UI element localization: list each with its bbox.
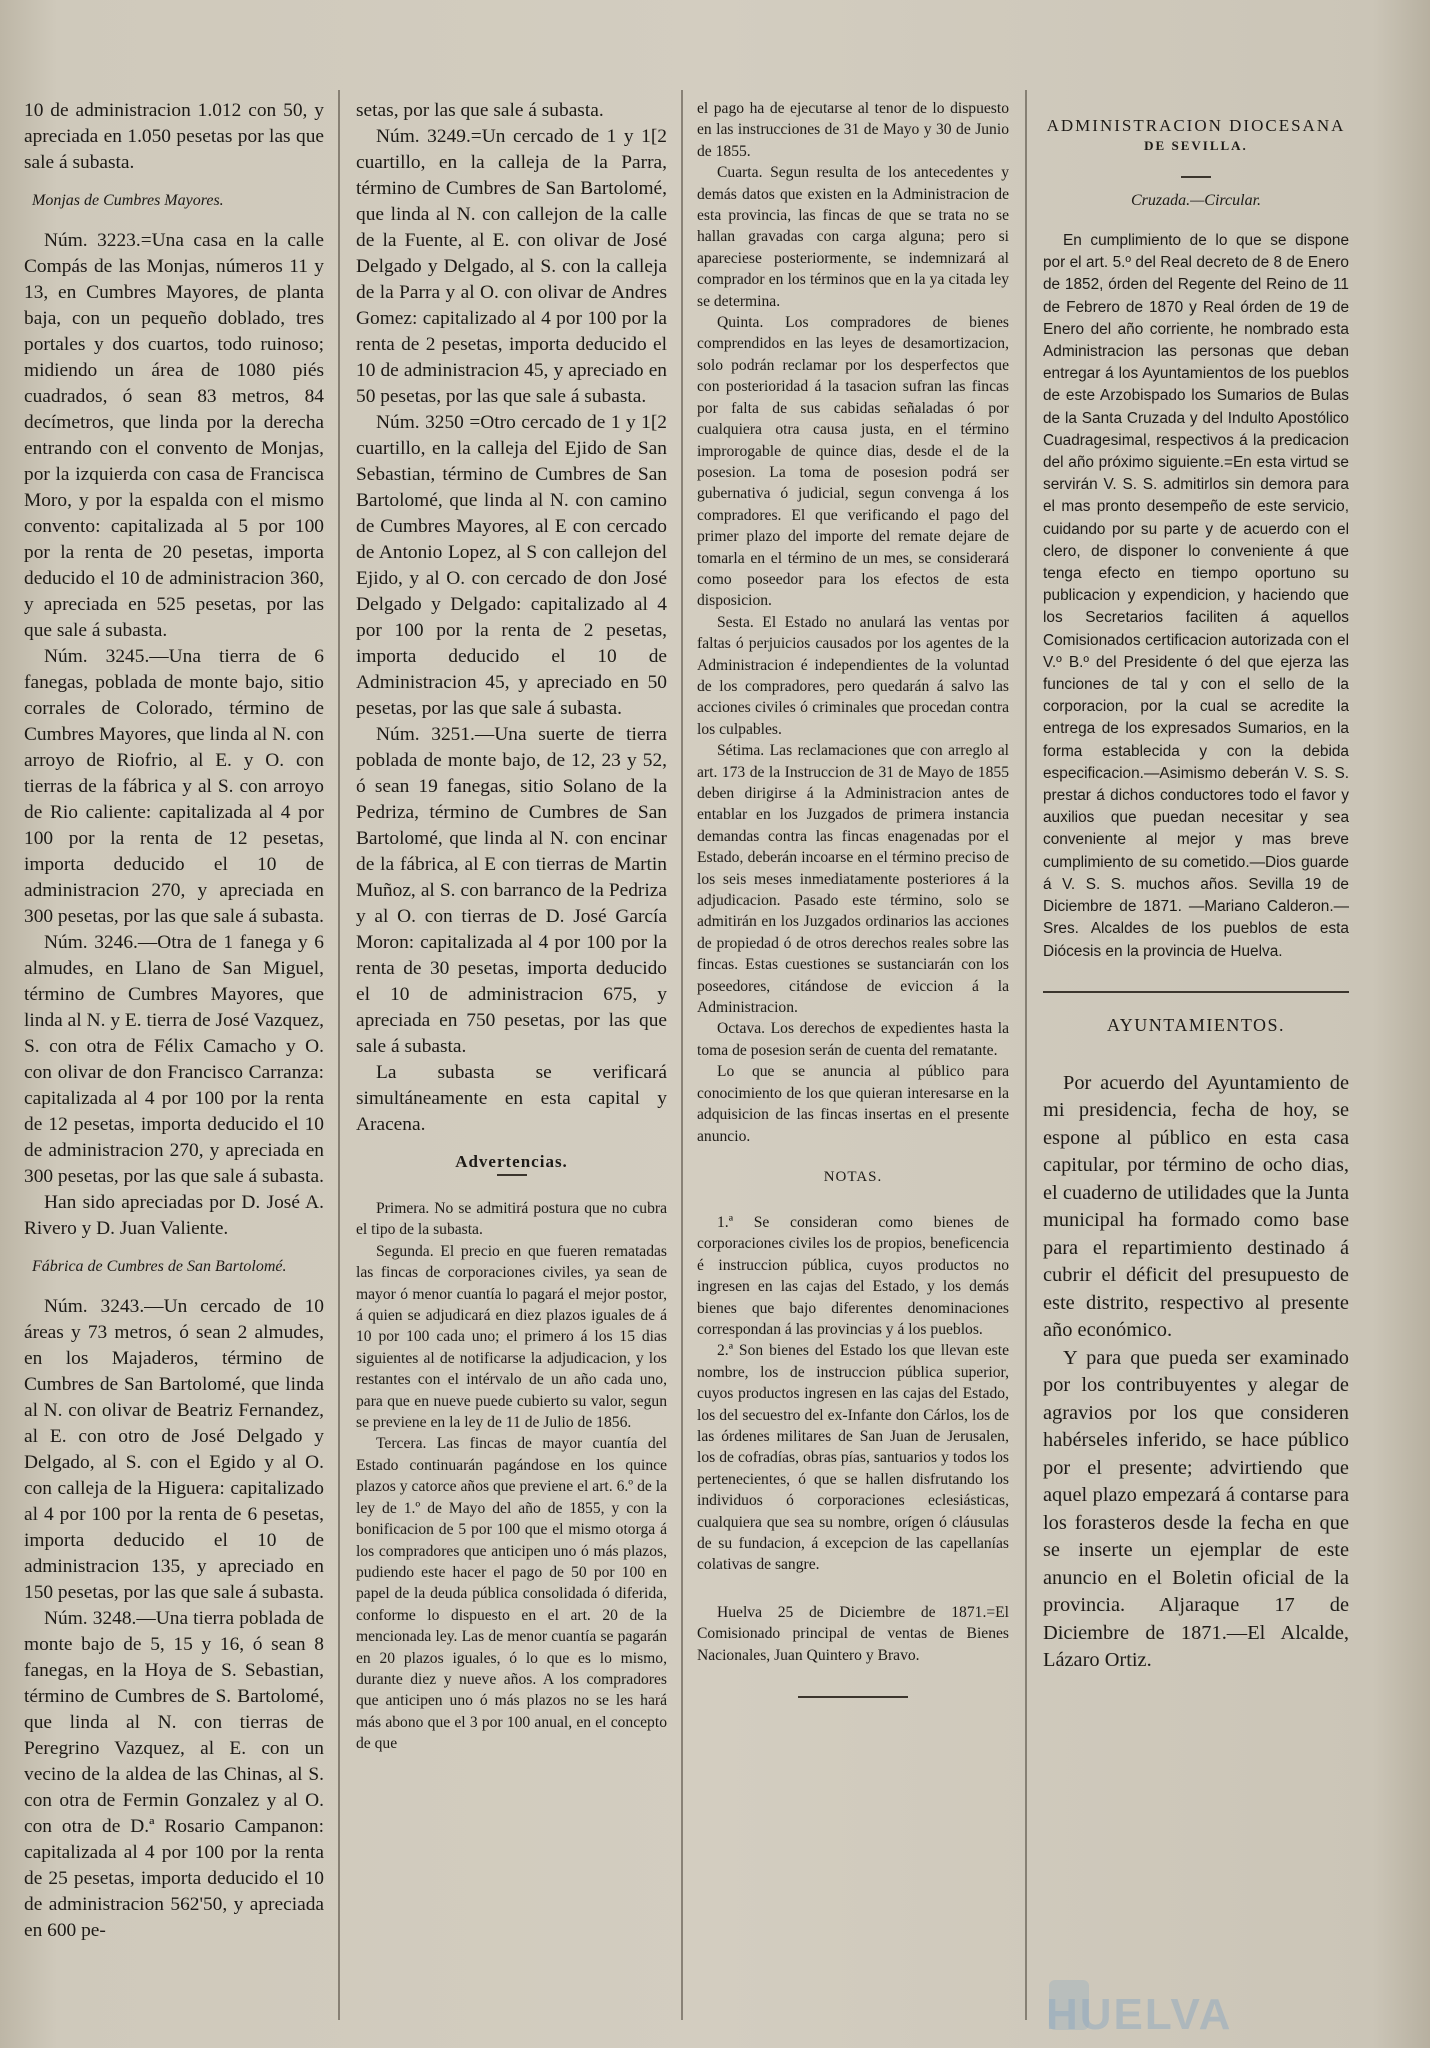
paragraph: Núm. 3248.—Una tierra poblada de monte bajo de 5, 15 y 16, ó sean 8 fanegas, en la Hoya de S. Sebastian, término de Cumbres de S. Bartolomé, que linda al N. con tierras de Peregrino Vazquez, al E. con un vecino de la aldea de las Chinas, al S. con otra de Fermin Gonzalez y al O. con otra de D.ª Rosario Campanon: capitalizada al 4 por 100 por la renta de 25 pesetas, importa deducido el 10 de administracion 562'50, y apreciada en 600 pe-: [24, 1608, 324, 1941]
paragraph: Núm. 3249.=Un cercado de 1 y 1[2 cuartillo, en la calleja de la Parra, término de Cumbres de San Bartolomé, que linda al N. con callejon de la calle de la Fuente, al E. con olivar de José Delgado y Delgado, al S. con la calleja de la Parra y al O. con olivar de Andres Gomez: capitalizado al 4 por 100 por la renta de 2 pesetas, importa deducido el 10 de administracion 45, y apreciado en 50 pesetas, por las que sale á subasta.: [356, 126, 667, 407]
paragraph: En cumplimiento de lo que se dispone por el art. 5.º del Real decreto de 8 de Enero de 1852, órden del Regente del Reino de 11 de Febrero de 1870 y Real órden de 19 de Enero del año corriente, he nombrado esta Administracion las personas que deban entregar á los Ayuntamientos de los pueblos de este Arzobispado los Sumarios de Bulas de la Santa Cruzada y del Indulto Apostólico Cuadragesimal, respectivos á la predicacion del año próximo siguiente.=En esta virtud se servirán V. S. S. admitirlos sin demora para el mas pronto desempeño de este servicio, cuidando por su parte y de acuerdo con el clero, de disponer lo conveniente á que tenga efecto en tiempo oportuno su publicacion y expendicion, y haciendo que los Secretarios faciliten á aquellos Comisionados certificacion autorizada con el V.º B.º del Presidente ó del que ejerza las funciones de tal y con el sello de la corporacion, por la cual se acredite la entrega de los expresados Sumarios, en la forma establecida y con la debida especificacion.—Asimismo deberán V. S. S. prestar á dichos conductores todo el favor y auxilios que puedan necesitar y sea conveniente al mejor y mas breve cumplimiento de su cometido.—Dios guarde á V. S. S. muchos años. Sevilla 19 de Diciembre de 1871. —Mariano Calderon.—Sres. Alcaldes de los pueblos de esta Diócesis en la provincia de Huelva.: [1043, 232, 1349, 960]
column-1: [24, 98, 324, 2008]
paragraph: Núm. 3245.—Una tierra de 6 fanegas, poblada de monte bajo, sitio corrales de Colorado, término de Cumbres Mayores, que linda al N. con arroyo de Riofrio, al E. y O. con tierras de la fábrica y al S. con arroyo de Rio caliente: capitalizada al 4 por 100 por la renta de 12 pesetas, importa deducido el 10 de administracion 270, y apreciada en 300 pesetas, por las que sale á subasta.: [24, 646, 324, 927]
paragraph: Por acuerdo del Ayuntamiento de mi presidencia, fecha de hoy, se espone al público en esta casa capitular, por término de ocho dias, el cuaderno de utilidades que la Junta municipal ha formado como base para el repartimiento destinado á cubrir el déficit del presupuesto de este distrito, respectivo al presente año económico.: [1043, 1071, 1349, 1342]
paragraph: Núm. 3243.—Un cercado de 10 áreas y 73 metros, ó sean 2 almudes, en los Majaderos, término de Cumbres de San Bartolomé, que linda al N. con olivar de Beatriz Fernandez, al E. con otro de José Delgado y Delgado, al S. con el Egido y al O. con calleja de la Higuera: capitalizado al 4 por 100 por la renta de 6 pesetas, importa deducido el 10 de administracion 135, y apreciado en 150 pesetas, por las que sale á subasta.: [24, 1296, 324, 1603]
paragraph: 1.ª Se consideran como bienes de corporaciones civiles los de propios, beneficencia é instruccion pública, cuyos productos no ingresen en las cajas del Estado, y los demás bienes que bajo diferentes denominaciones correspondan á las provincias y á los pueblos.: [697, 1213, 1009, 1338]
section-heading: ADMINISTRACION DIOCESANA: [1046, 116, 1346, 135]
paragraph: Y para que pueda ser examinado por los contribuyentes y alegar de agravios por los que consideren habérseles inferido, se hace público por el presente; advirtiendo que aquel plazo empezará á contarse para los forasteros desde la fecha en que se inserte un ejemplar de este anuncio en el Boletin oficial de la provincia. Aljaraque 17 de Diciembre de 1871.—El Alcalde, Lázaro Ortiz.: [1043, 1346, 1349, 1672]
section-heading: Cruzada.—Circular.: [1130, 192, 1262, 209]
paragraph: Núm. 3251.—Una suerte de tierra poblada de monte bajo, de 12, 23 y 52, ó sean 19 fanegas, sitio Solano de la Pedriza, término de Cumbres de San Bartolomé, que linda al N. con encinar de la fábrica, al E con tierras de Martin Muñoz, al S. con barranco de la Pedriza y al O. con tierras de D. José García Moron: capitalizada al 4 por 100 por la renta de 30 pesetas, importa deducido el 10 de administracion 675, y apreciada en 750 pesetas, por las que sale á subasta.: [356, 724, 667, 1057]
paragraph: Núm. 3250 =Otro cercado de 1 y 1[2 cuartillo, en la calleja del Ejido de San Sebastian, término de Cumbres de San Bartolomé, que linda al N. con camino de Cumbres Mayores, al E con cercado de Antonio Lopez, al S con callejon del Ejido, y al O. con cercado de don José Delgado y Delgado: capitalizado al 4 por 100 por la renta de 2 pesetas, importa deducido el 10 de Administracion 45, y apreciado en 50 pesetas, por las que sale á subasta.: [356, 412, 667, 719]
paragraph: Sesta. El Estado no anulará las ventas por faltas ó perjuicios causados por los agentes de la Administracion é independientes de la voluntad de los compradores, pero quedarán á salvo las acciones civiles ó criminales que procedan contra los culpables.: [697, 613, 1009, 738]
paragraph: Han sido apreciadas por D. José A. Rivero y D. Juan Valiente.: [24, 1192, 324, 1239]
paragraph: Quinta. Los compradores de bienes comprendidos en las leyes de desamortizacion, solo podrán reclamar por los desperfectos que con posterioridad á la tasacion sufran las fincas por falta de sus cabidas señaladas ó por cualquiera otra causa justa, en el término improrogable de quince dias, desde el de la posesion. La toma de posesion podrá ser gubernativa ó judicial, segun convenga á los compradores. El que verificando el pago del primer plazo del importe del remate dejare de tomarla en el término de un mes, se considerará como poseedor para los efectos de esta disposicion.: [697, 314, 1009, 610]
paragraph: Núm. 3246.—Otra de 1 fanega y 6 almudes, en Llano de San Miguel, término de Cumbres Mayores, que linda al N. y E. tierra de José Vazquez, S. con otra de Félix Camacho y O. con olivar de don Francisco Carranza: capitalizada al 4 por 100 por la renta de 12 pesetas, importa deducido el 10 de administracion 270, y apreciada en 300 pesetas, por las que sale á subasta.: [24, 932, 324, 1187]
paragraph: Sétima. Las reclamaciones que con arreglo al art. 173 de la Instruccion de 31 de Mayo de 1855 deben dirigirse á la Administracion antes de entablar en los Juzgados de primera instancia demandas contra las fincas enagenadas por el Estado, deberán incoarse en el término preciso de los seis meses inmediatamente posteriores á la adjudicacion. Pasado este término, solo se admitirán en los Juzgados ordinarios las acciones de propiedad ó de otros derechos reales sobre las fincas. Estas cuestiones se sustanciarán con los poseedores, citándose de eviccion á la Administracion.: [697, 742, 1009, 1017]
paragraph: Tercera. Las fincas de mayor cuantía del Estado continuarán pagándose en los quince plazos y catorce años que previene el art. 6.º de la ley de 1.º de Mayo del año de 1855, y con la bonificacion de 5 por 100 que el mismo otorga á los compradores que anticipen uno ó más plazos, pudiendo este hacer el pago de 50 por 100 en papel de la deuda pública consolidada ó diferida, conforme lo dispuesto en el art. 20 de la mencionada ley. Las de menor cuantía se pagarán en 20 plazos iguales, ó lo que es lo mismo, durante diez y nueve años. A los compradores que anticipen uno ó más plazos no se les hará más abono que el 3 por 100 anual, en el concepto de que: [356, 1435, 667, 1753]
paragraph: Lo que se anuncia al público para conocimiento de los que quieran interesarse en la adquisicion de las fincas insertas en el presente anuncio.: [697, 1063, 1009, 1145]
divider: [798, 1696, 908, 1698]
paragraph: Núm. 3223.=Una casa en la calle Compás de las Monjas, números 11 y 13, en Cumbres Mayores, de planta baja, con un pequeño doblado, tres portales y dos cuartos, todo ruinoso; midiendo un área de 1080 piés cuadrados, ó sean 83 metros, 84 decímetros, que linda por la derecha entrando con el convento de Monjas, por la izquierda con casa de Francisca Moro, y por la espalda con el mismo convento: capitalizada al 5 por 100 por la renta de 20 pesetas, importa deducido el 10 de administracion 360, y apreciada en 525 pesetas, por las que sale á subasta.: [24, 230, 324, 641]
paragraph: Segunda. El precio en que fueren rematadas las fincas de corporaciones civiles, ya sean de mayor ó menor cuantía lo pagará el mejor postor, á quien se adjudicará en diez plazos iguales de á 10 por 100 cada uno; el primero á los 15 dias siguientes al de notificarse la adjudicacion, y los restantes con el intérvalo de un año cada uno, para que en nueve puede cubierto su valor, segun se previene en la ley de 11 de Julio de 1856.: [356, 1242, 667, 1432]
column-2: [356, 98, 667, 2008]
paragraph: Octava. Los derechos de expedientes hasta la toma de posesion serán de cuenta del rematante.: [697, 1020, 1009, 1059]
paragraph: 2.ª Son bienes del Estado los que llevan este nombre, los de instruccion pública superior, cuyos productos ingresen en las cajas del Estado, los del secuestro del ex-Infante don Cárlos, los de las órdenes militares de San Juan de Jerusalen, los de cofradías, obras pías, santuarios y todos los pertenecientes, ó que se hallen disfrutando los individuos ó corporaciones eclesiásticas, cualquiera que sea su nombre, orígen ó cláusulas de su fundacion, á excepcion de las capellanías colativas de sangre.: [697, 1342, 1009, 1574]
divider: [497, 1174, 527, 1176]
divider: [1181, 176, 1211, 178]
section-heading: Fábrica de Cumbres de San Bartolomé.: [32, 1258, 287, 1275]
paragraph: 10 de administracion 1.012 con 50, y apreciada en 1.050 pesetas por las que sale á subasta.: [24, 100, 324, 173]
paragraph: Cuarta. Segun resulta de los antecedentes y demás datos que existen en la Administracion de esta provincia, las fincas de que se trata no se hallan gravadas con carga alguna; pero si apareciese posteriormente, se indemnizará al comprador en los términos que en la ya citada ley se determina.: [697, 164, 1009, 310]
paragraph: Primera. No se admitirá postura que no cubra el tipo de la subasta.: [356, 1200, 667, 1239]
column-divider: [338, 90, 340, 2020]
column-4: [1043, 98, 1349, 2008]
paragraph: setas, por las que sale á subasta.: [356, 100, 604, 121]
section-subheading: DE SEVILLA.: [1144, 138, 1248, 153]
section-heading: Monjas de Cumbres Mayores.: [32, 192, 224, 209]
paragraph: La subasta se verificará simultáneamente en esta capital y Aracena.: [356, 1062, 667, 1135]
divider: [1043, 991, 1349, 993]
signature-paragraph: Huelva 25 de Diciembre de 1871.=El Comisionado principal de ventas de Bienes Nacionales, Juan Quintero y Bravo.: [697, 1603, 1009, 1664]
section-heading: Advertencias.: [455, 1152, 568, 1171]
column-3: [697, 98, 1009, 2008]
watermark-logo: HUELVA: [1046, 1990, 1233, 2039]
paragraph: el pago ha de ejecutarse al tenor de lo dispuesto en las instrucciones de 31 de Mayo y 30 de Junio de 1855.: [697, 100, 1009, 160]
section-heading: AYUNTAMIENTOS.: [1106, 1014, 1286, 1035]
column-divider: [681, 90, 683, 2020]
column-divider: [1025, 90, 1027, 2020]
section-heading: NOTAS.: [823, 1168, 883, 1185]
